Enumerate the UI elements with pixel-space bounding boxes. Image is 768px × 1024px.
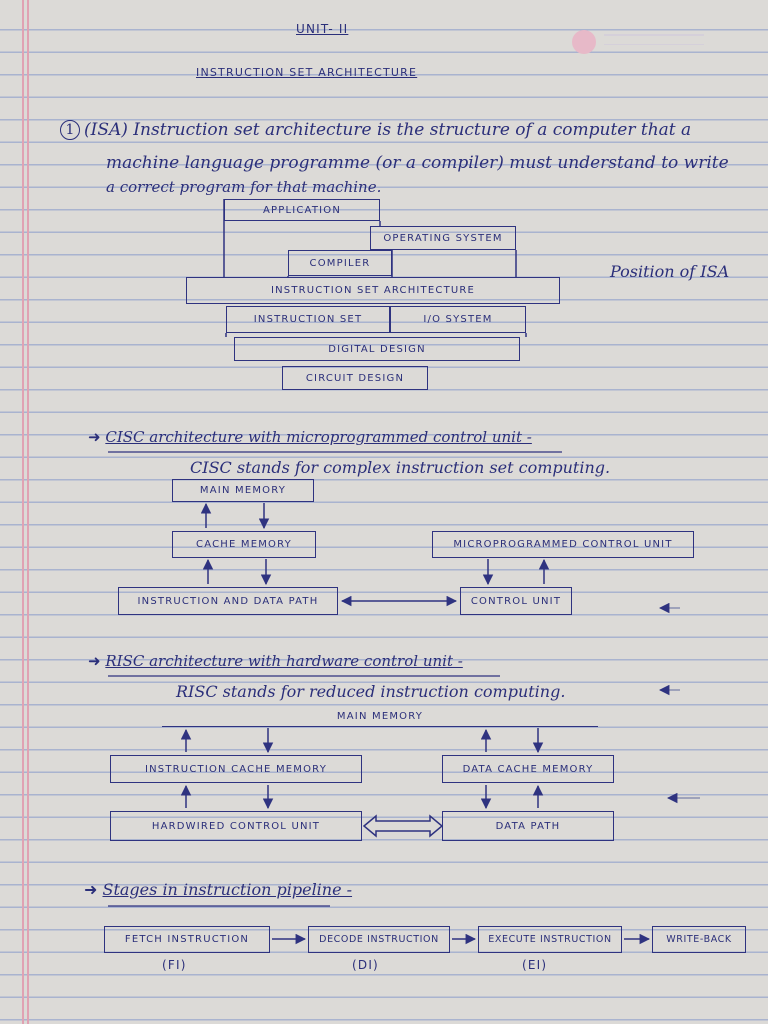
risc-heading-text: RISC architecture with hardware control unit -	[105, 652, 463, 670]
instruction-data-path-box: INSTRUCTION AND DATA PATH	[118, 587, 338, 615]
cisc-control-unit-box: CONTROL UNIT	[460, 587, 572, 615]
stage-fetch-abbr: (FI)	[162, 958, 187, 972]
stage-writeback-box: WRITE-BACK	[652, 926, 746, 953]
cisc-heading-text: CISC architecture with microprogrammed control unit -	[105, 428, 532, 446]
cisc-subheading: CISC stands for complex instruction set computing.	[190, 458, 611, 477]
unit-title: UNIT- II	[296, 22, 349, 36]
stage-decode-box: DECODE INSTRUCTION	[308, 926, 450, 953]
hardwired-cu-box: HARDWIRED CONTROL UNIT	[110, 811, 362, 841]
data-cache-box: DATA CACHE MEMORY	[442, 755, 614, 783]
pipeline-heading-text: Stages in instruction pipeline -	[102, 880, 353, 899]
digital-design-box: DIGITAL DESIGN	[234, 337, 520, 361]
application-box: APPLICATION	[224, 199, 380, 221]
microprogrammed-cu-box: MICROPROGRAMMED CONTROL UNIT	[432, 531, 694, 558]
cisc-cache-memory-box: CACHE MEMORY	[172, 531, 316, 558]
page-title: INSTRUCTION SET ARCHITECTURE	[196, 66, 418, 79]
intro-line-1: (ISA) Instruction set architecture is the structure of a computer that a	[84, 120, 692, 140]
arrow-right-icon: ➜	[88, 652, 106, 670]
point-number-text: 1	[65, 122, 75, 138]
isa-box: INSTRUCTION SET ARCHITECTURE	[186, 277, 560, 304]
risc-subheading: RISC stands for reduced instruction computing.	[176, 682, 566, 701]
stage-decode-abbr: (DI)	[352, 958, 379, 972]
compiler-box: COMPILER	[288, 250, 392, 276]
risc-main-memory-box: MAIN MEMORY	[162, 707, 598, 727]
stage-execute-box: EXECUTE INSTRUCTION	[478, 926, 622, 953]
circuit-design-box: CIRCUIT DESIGN	[282, 366, 428, 390]
instruction-cache-box: INSTRUCTION CACHE MEMORY	[110, 755, 362, 783]
instruction-set-box: INSTRUCTION SET	[226, 306, 390, 333]
stage-fetch-box: FETCH INSTRUCTION	[104, 926, 270, 953]
io-system-box: I/O SYSTEM	[390, 306, 526, 333]
position-of-isa-label: Position of ISA	[610, 262, 730, 281]
stage-execute-abbr: (EI)	[522, 958, 548, 972]
operating-system-box: OPERATING SYSTEM	[370, 226, 516, 250]
arrow-right-icon: ➜	[84, 880, 103, 899]
data-path-box: DATA PATH	[442, 811, 614, 841]
arrow-right-icon: ➜	[88, 428, 106, 446]
intro-line-3: a correct program for that machine.	[106, 178, 382, 196]
intro-line-2: machine language programme (or a compiler) must understand to write	[106, 153, 729, 173]
cisc-main-memory-box: MAIN MEMORY	[172, 479, 314, 502]
